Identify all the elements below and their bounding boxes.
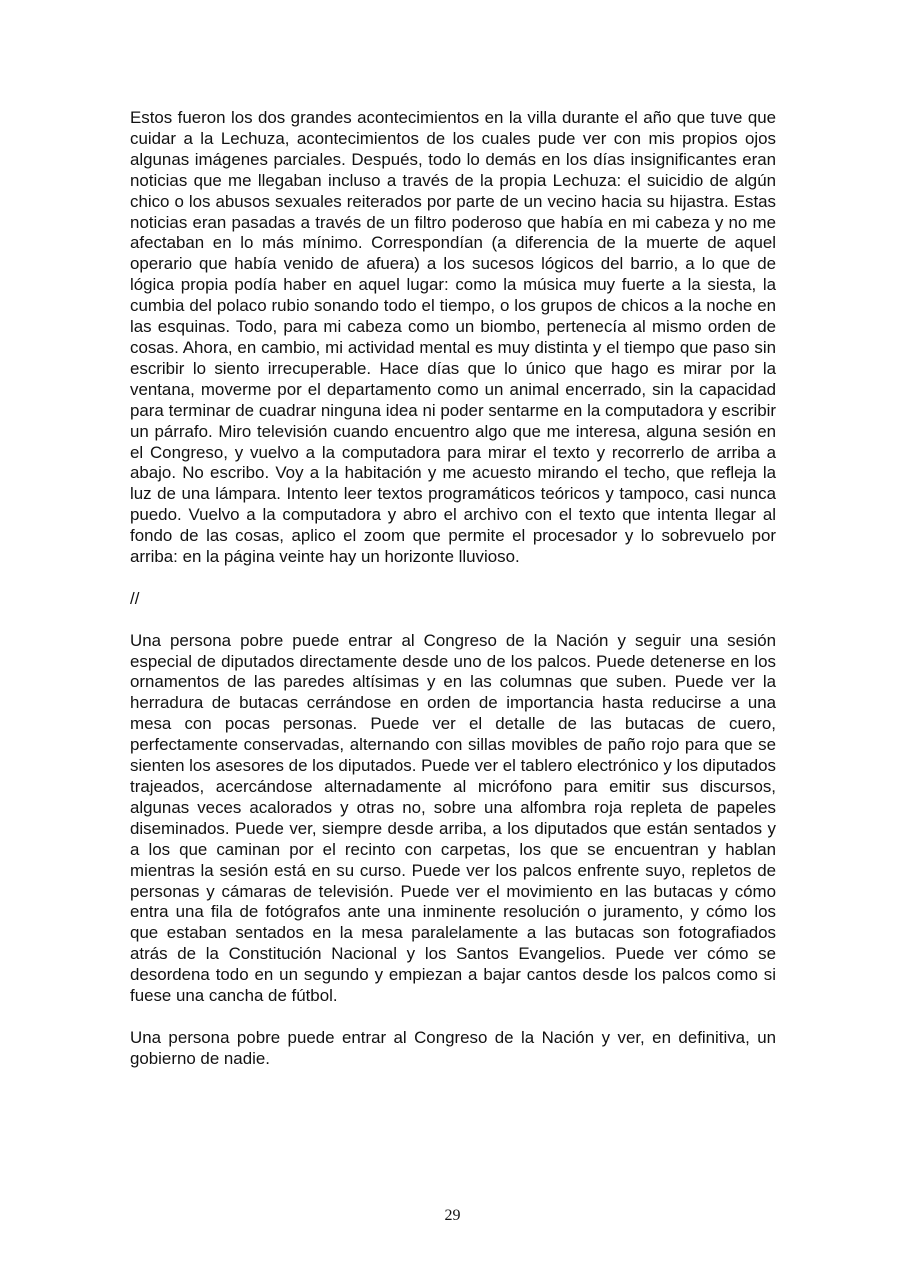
section-separator: //: [130, 588, 140, 608]
paragraph-3: Una persona pobre puede entrar al Congreso de la Nación y ver, en definitiva, un gobierno de nadie.: [130, 1027, 776, 1068]
paragraph-1: Estos fueron los dos grandes acontecimientos en la villa durante el año que tuve que cuidar a la Lechuza, acontecimientos de los cuales pude ver con mis propios ojos algunas imágenes parciales. Después, todo lo demás en los días insignificantes eran noticias que me llegaban incluso a través de la propia Lechuza: el suicidio de algún chico o los abusos sexuales reiterados por parte de un vecino hacia su hijastra. Estas noticias eran pasadas a través de un filtro poderoso que había en mi cabeza y no me afectaban en lo más mínimo. Correspondían (a diferencia de la muerte de aquel operario que había venido de afuera) a los sucesos lógicos del barrio, a lo que de lógica propia podía haber en aquel lugar: como la música muy fuerte a la siesta, la cumbia del polaco rubio sonando todo el tiempo, o los grupos de chicos a la noche en las esquinas. Todo, para mi cabeza como un biombo, pertenecía al mismo orden de cosas. Ahora, en cambio, mi actividad mental es muy distinta y el tiempo que paso sin escribir lo siento irrecuperable. Hace días que lo único que hago es mirar por la ventana, moverme por el departamento como un animal encerrado, sin la capacidad para terminar de cuadrar ninguna idea ni poder sentarme en la computadora y escribir un párrafo. Miro televisión cuando encuentro algo que me interesa, alguna sesión en el Congreso, y vuelvo a la computadora para mirar el texto y recorrerlo de arriba a abajo. No escribo. Voy a la habitación y me acuesto mirando el techo, que refleja la luz de una lámpara. Intento leer textos programáticos teóricos y tampoco, casi nunca puedo. Vuelvo a la computadora y abro el archivo con el texto que intenta llegar al fondo de las cosas, aplico el zoom que permite el procesador y lo sobrevuelo por arriba: en la página veinte hay un horizonte lluvioso.: [130, 108, 776, 567]
page-number: 29: [444, 1207, 461, 1224]
paragraph-2: Una persona pobre puede entrar al Congreso de la Nación y seguir una sesión especial de diputados directamente desde uno de los palcos. Puede detenerse en los ornamentos de las paredes altísimas y en las columnas que suben. Puede ver la herradura de butacas cerrándose en orden de importancia hasta reducirse a una mesa con pocas personas. Puede ver el detalle de las butacas de cuero, perfectamente conservadas, alternando con sillas movibles de paño rojo para que se sienten los asesores de los diputados. Puede ver el tablero electrónico y los diputados trajeados, acercándose alternadamente al micrófono para emitir sus discursos, algunas veces acalorados y otras no, sobre una alfombra roja repleta de papeles diseminados. Puede ver, siempre desde arriba, a los diputados que están sentados y a los que caminan por el recinto con carpetas, los que se encuentran y hablan mientras la sesión está en su curso. Puede ver los palcos enfrente suyo, repletos de personas y cámaras de televisión. Puede ver el movimiento en las butacas y cómo entra una fila de fotógrafos ante una inminente resolución o juramento, y cómo los que estaban sentados en la mesa paralelamente a las butacas son fotografiados atrás de la Constitución Nacional y los Santos Evangelios. Puede ver cómo se desordena todo en un segundo y empiezan a bajar cantos desde los palcos como si fuese una cancha de fútbol.: [130, 630, 776, 1006]
body-text: [130, 108, 776, 1091]
